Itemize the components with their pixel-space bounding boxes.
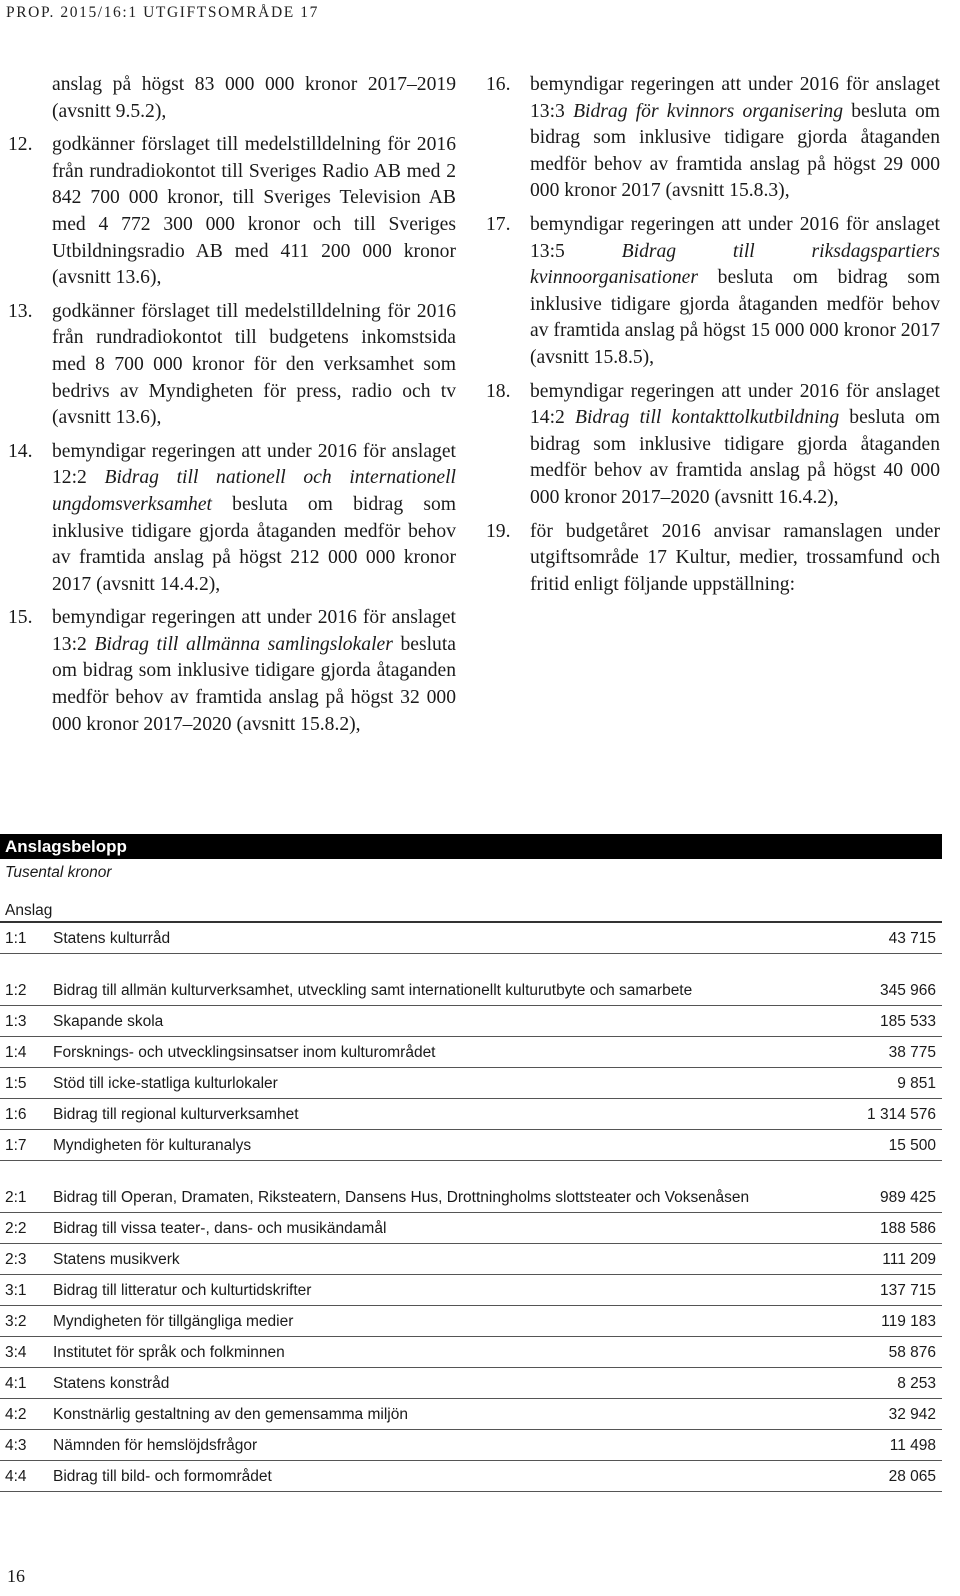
list-item — [8, 439, 456, 599]
table-body — [0, 923, 942, 1492]
table-row — [0, 1275, 942, 1306]
appropriation-amount: 137 715 — [879, 1282, 936, 1299]
list-item — [486, 72, 940, 205]
appropriation-code: 1:1 — [5, 930, 27, 947]
appropriation-name: Myndigheten för kulturanalys — [53, 1137, 252, 1154]
table-row — [0, 1006, 942, 1037]
appropriation-amount: 8 253 — [897, 1375, 936, 1392]
list-item — [8, 132, 456, 292]
appropriation-name: Forsknings- och utvecklingsinsatser inom kulturområdet — [53, 1044, 436, 1061]
appropriation-code: 2:1 — [5, 1189, 27, 1206]
table-column-header: Anslag — [0, 898, 942, 923]
list-item — [486, 379, 940, 512]
appropriation-name: Bidrag till regional kulturverksamhet — [53, 1106, 299, 1123]
item-number: 17. — [486, 213, 511, 235]
appropriation-amount: 11 498 — [889, 1437, 936, 1454]
appropriation-code: 2:3 — [5, 1251, 27, 1268]
item-text: för budgetåret 2016 anvisar ramanslagen under utgiftsområde 17 Kultur, medier, trossamfund och fritid enligt följande uppställning: — [530, 520, 940, 595]
table-row — [0, 1161, 942, 1213]
item-text: godkänner förslaget till medelstilldelning för 2016 från rundradiokontot till budgetens inkomstsida med 8 700 000 kronor för den verksamhet som bedrivs av Myndigheten för press, radio och tv (avsnitt 13.6), — [52, 300, 456, 429]
appropriation-amount: 43 715 — [888, 930, 936, 947]
appropriation-name: Myndigheten för tillgängliga medier — [53, 1313, 294, 1330]
appropriation-code: 1:5 — [5, 1075, 27, 1092]
appropriation-amount: 38 775 — [888, 1044, 936, 1061]
running-header: PROP. 2015/16:1 UTGIFTSOMRÅDE 17 — [6, 4, 320, 21]
appropriation-name: Konstnärlig gestaltning av den gemensamma miljön — [53, 1406, 408, 1423]
table-row — [0, 1037, 942, 1068]
appropriation-amount: 111 209 — [882, 1251, 936, 1268]
item-number: 13. — [8, 300, 33, 322]
appropriation-name: Bidrag till litteratur och kulturtidskrifter — [53, 1282, 312, 1299]
item-number: 18. — [486, 380, 511, 402]
appropriation-title: Bidrag till nationell och internationell ungdomsverksamhet — [52, 467, 457, 515]
appropriation-name: Institutet för språk och folkminnen — [53, 1344, 285, 1361]
appropriation-amount: 119 183 — [881, 1313, 936, 1330]
appropriation-name: Nämnden för hemslöjdsfrågor — [53, 1437, 258, 1454]
appropriation-amount: 185 533 — [879, 1013, 936, 1030]
table-row — [0, 1068, 942, 1099]
list-item — [486, 519, 940, 599]
table-row — [0, 1368, 942, 1399]
appropriation-name: Bidrag till Operan, Dramaten, Riksteatern, Dansens Hus, Drottningholms slottsteater och Voksenåsen — [53, 1189, 750, 1206]
table-row — [0, 1399, 942, 1430]
appropriation-amount: 15 500 — [888, 1137, 936, 1154]
table-subtitle: Tusental kronor — [5, 864, 112, 881]
appropriation-title: Bidrag till kontakttolkutbildning — [575, 407, 840, 429]
appropriation-amount: 32 942 — [888, 1406, 936, 1423]
item-number: 12. — [8, 134, 33, 156]
appropriation-name: Bidrag till vissa teater-, dans- och musikändamål — [53, 1220, 387, 1237]
page-number: 16 — [7, 1566, 25, 1586]
appropriation-code: 3:2 — [5, 1313, 27, 1330]
appropriation-title: Bidrag till allmänna samlingslokaler — [94, 633, 393, 655]
table-row — [0, 1130, 942, 1161]
appropriation-amount: 188 586 — [879, 1220, 936, 1237]
table-row — [0, 1244, 942, 1275]
item-text: bemyndigar regeringen att under 2016 för anslaget 14:2 Bidrag till kontakttolkutbildning besluta om bidrag som inklusive tidigare gjorda åtaganden medför behov av framtida anslag på högst 40 000 000 kronor 2017–2020 (avsnitt 16.4.2), — [530, 380, 940, 508]
table-row — [0, 1461, 942, 1492]
appropriation-name: Stöd till icke-statliga kulturlokaler — [53, 1075, 278, 1092]
appropriation-name: Statens kulturråd — [53, 930, 171, 947]
appropriation-amount: 28 065 — [888, 1468, 936, 1485]
appropriation-code: 3:4 — [5, 1344, 27, 1361]
appropriation-code: 4:2 — [5, 1406, 27, 1423]
appropriation-name: Bidrag till bild- och formområdet — [53, 1468, 272, 1485]
appropriation-title: Bidrag för kvinnors organisering — [573, 100, 844, 122]
item-number: 15. — [8, 607, 33, 629]
appropriation-amount: 58 876 — [888, 1344, 936, 1361]
list-item — [8, 605, 456, 738]
appropriation-name: Statens konstråd — [53, 1375, 170, 1392]
table-row — [0, 923, 942, 954]
item-text: bemyndigar regeringen att under 2016 för anslaget 13:3 Bidrag för kvinnors organisering besluta om bidrag som inklusive tidigare gjorda åtaganden medför behov av framtida anslag på högst 29 000 000 kronor 2017 (avsnitt 15.8.3), — [530, 74, 940, 202]
appropriation-code: 1:4 — [5, 1044, 27, 1061]
appropriation-code: 4:4 — [5, 1468, 27, 1485]
appropriation-code: 2:2 — [5, 1220, 27, 1237]
table-title: Anslagsbelopp — [0, 834, 942, 859]
appropriation-title: Bidrag till riksdagspartiers kvinnoorganisationer — [530, 240, 940, 289]
appropriation-name: Skapande skola — [53, 1013, 164, 1030]
appropriation-name: Bidrag till allmän kulturverksamhet, utveckling samt internationellt kulturutbyte och samarbete — [53, 982, 693, 999]
appropriation-code: 4:1 — [5, 1375, 27, 1392]
list-item — [486, 212, 940, 372]
table-row — [0, 1430, 942, 1461]
table-row — [0, 1337, 942, 1368]
appropriation-amount: 1 314 576 — [867, 1106, 936, 1123]
item-text: godkänner förslaget till medelstilldelning för 2016 från rundradiokontot till Sveriges Radio AB med 2 842 700 000 kronor, till Sveriges Television AB med 4 772 300 000 kronor och till Sveriges Utbildningsradio AB med 411 200 000 kronor (avsnitt 13.6), — [52, 134, 456, 289]
item-text: bemyndigar regeringen att under 2016 för anslaget 12:2 Bidrag till nationell och internationell ungdomsverksamhet besluta om bidrag som inklusive tidigare gjorda åtaganden medför behov av framtida anslag på högst 212 000 000 kronor 2017 (avsnitt 14.4.2), — [52, 440, 457, 595]
appropriation-table — [0, 834, 942, 1492]
appropriation-code: 3:1 — [5, 1282, 27, 1299]
appropriation-amount: 989 425 — [879, 1189, 936, 1206]
item-text: bemyndigar regeringen att under 2016 för anslaget 13:2 Bidrag till allmänna samlingslokaler besluta om bidrag som inklusive tidigare gjorda åtaganden medför behov av framtida anslag på högst 32 000 000 kronor 2017–2020 (avsnitt 15.8.2), — [52, 607, 456, 735]
continuation-text: anslag på högst 83 000 000 kronor 2017–2019 (avsnitt 9.5.2), — [52, 74, 456, 122]
table-row — [0, 1213, 942, 1244]
appropriation-code: 1:3 — [5, 1013, 27, 1030]
item-number: 16. — [486, 74, 511, 95]
list-item — [8, 299, 456, 432]
left-column — [8, 72, 456, 745]
appropriation-amount: 9 851 — [897, 1075, 936, 1092]
table-row — [0, 954, 942, 1006]
appropriation-code: 1:2 — [5, 982, 27, 999]
appropriation-name: Statens musikverk — [53, 1251, 180, 1268]
table-row — [0, 1306, 942, 1337]
appropriation-code: 1:6 — [5, 1106, 27, 1123]
item-number: 14. — [8, 440, 33, 462]
item-number: 19. — [486, 520, 511, 542]
appropriation-code: 4:3 — [5, 1437, 27, 1454]
item-text: bemyndigar regeringen att under 2016 för anslaget 13:5 Bidrag till riksdagspartiers kvinnoorganisationer besluta om bidrag som inklusive tidigare gjorda åtaganden medför behov av framtida anslag på högst 15 000 000 kronor 2017 (avsnitt 15.8.5), — [530, 213, 940, 368]
appropriation-code: 1:7 — [5, 1137, 27, 1154]
appropriation-amount: 345 966 — [879, 982, 936, 999]
table-row — [0, 1099, 942, 1130]
right-column — [486, 72, 940, 605]
